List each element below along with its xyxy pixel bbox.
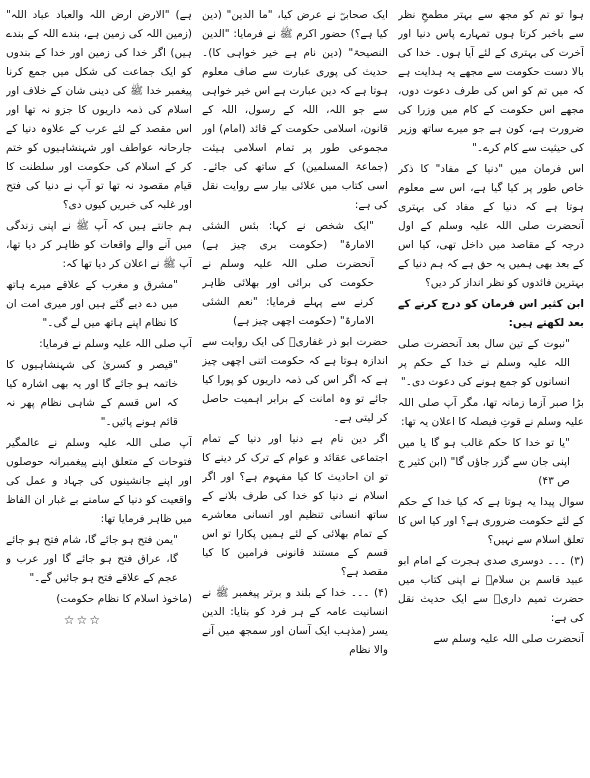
quote: "نبوت کے تین سال بعد آنحضرت صلی اللہ علیہ وسلم نے خدا کے حکم پر انسانوں کو جمع ہونے کی دعوت دی۔" — [398, 338, 570, 388]
paragraph: اس فرمان میں "دنیا کے مفاد" کا ذکر خاص طور پر کیا گیا ہے، اس سے معلوم ہوتا ہے کہ دنیا کے مفاد کی بہتری آنحضرت صلی اللہ علیہ وسلم کے اول درجہ کے مقاصد میں داخل تھی، کیا اس کے بعد بھی ہمیں یہ حق ہے کہ ہم دنیا کے بہترین فائدوں کو نظر انداز کر دیں؟ — [398, 163, 584, 289]
stars-divider: ☆☆☆ — [63, 613, 102, 627]
paragraph: ہم جانتے ہیں کہ آپ ﷺ نے اپنی زندگی میں آنے والے واقعات کو ظاہر کر دیا تھا، آپ ﷺ نے اعلان کر دیا تھا کہ: — [6, 220, 192, 270]
quote: "ایک شخص نے کہا: بئس الشئی الامارۃ" (حکومت بری چیز ہے) آنحضرت صلی اللہ علیہ وسلم نے حکومت کی برائی اور بھلائی ظاہر کرنے سے پہلے فرمایا: "نعم الشئی الامارۃ" (حکومت اچھی چیز ہے) — [202, 220, 374, 327]
paragraph: ایک صحابیؓ نے عرض کیا، "ما الدین" (دین کیا ہے؟) حضور اکرم ﷺ نے فرمایا: "الدین النصیحۃ" (دین نام ہے خیر خواہی کا)۔ حدیث کی پوری عبارت سے صاف معلوم ہوتا ہے کہ دین عبارت ہے اس خیر خواہی سے جو اللہ، اللہ کے رسول، اللہ کے قانون، اسلامی حکومت کے قائد (امام) اور مجموعی طور پر تمام اسلامی ہیئت (جماعۃ المسلمین) کے ساتھ کی جائے۔ اسی کتاب میں علائی بیار سے روایت نقل کی ہے: — [202, 9, 388, 211]
quote: "یمن فتح ہو جائے گا، شام فتح ہو جائے گا، عراق فتح ہو جائے گا اور عرب و عجم کے علاقے فتح ہو جائیں گے۔" — [6, 534, 178, 584]
paragraph: حضرت ابو ذر غفاریؓ کی ایک روایت سے اندازہ ہوتا ہے کہ حکومت اتنی اچھی چیز ہے کہ اگر اس کی ذمہ داریوں کو پورا کیا جائے تو وہ امانت کے برابر اہمیت حاصل کر لیتی ہے۔ — [202, 336, 388, 424]
text-column-middle — [202, 6, 388, 770]
paragraph: آپ صلی اللہ علیہ وسلم نے عالمگیر فتوحات کے متعلق اپنے پیغمبرانہ حوصلوں اور اپنے جانشینوں کی جہاد و عمل کی واقعیت کو دنیا کے سامنے بے غبار ان الفاظ میں ظاہر فرمایا تھا: — [6, 437, 192, 525]
paragraph: آپ صلی اللہ علیہ وسلم نے فرمایا: — [39, 338, 192, 350]
paragraph: (۳) ۔۔۔ دوسری صدی ہجرت کے امام ابو عبید قاسم بن سلامؒ نے اپنی کتاب میں حضرت تمیم داریؓ سے ایک حدیث نقل کی ہے: — [398, 555, 584, 624]
source-citation: (ماخوذ اسلام کا نظام حکومت) — [56, 593, 192, 605]
paragraph: اگر دین نام ہے دنیا اور دنیا کے تمام اجتماعی عقائد و عوام کے ترک کر دینے کا تو ان احادیث کا کیا مفہوم ہے؟ اور اگر اسلام نے دنیا کو خدا کی طرف بلانے کے ساتھ انسانی تنظیم اور انسانی معاشرے کے تمام بھلائی کے لئے ہمیں پکارا تو اس قسم کے مستند قانونی فرامین کا کیا مقصد ہے؟ — [202, 433, 388, 578]
quote: "یا تو خدا کا حکم غالب ہو گا یا میں اپنی جان سے گزر جاؤں گا" (ابن کثیر ج ص ۴۳) — [398, 437, 570, 487]
text-column-left — [6, 6, 192, 770]
paragraph: ہے) "الارض ارض اللہ والعباد عباد اللہ" (زمین اللہ کی زمین ہے، بندے اللہ کے بندے ہیں) اگر خدا کی زمین اور خدا کے بندوں کو ایک جماعت کی شکل میں جمع کرنا پیغمبر خدا ﷺ کی دینی شان کے خلاف اور اسلام کی ذمہ داریوں کا جزو نہ تھا اور اس مقصد کے لئے عرب کے علاوہ دنیا کے جارحانہ عواطف اور شہنشاہیوں کو ختم کر کے اسلام کی حکومت اور سلطنت کا قیام مقصود نہ تھا تو آپ نے دنیا کی فتح اور غلبہ کی خبریں کیوں دی؟ — [6, 9, 192, 211]
paragraph: ہوا تو تم کو مجھ سے بہتر مطمحِ نظر سے باخبر کرتا ہوں تمہارے پاس دنیا اور آخرت کی بہتری کے لئے آیا ہوں۔ خدا کی بالا دست حکومت سے مجھے یہ ہدایت ہے کہ میں تم کو اس کی طرف دعوت دوں، مجھے اس حکومت کے کام میں وزرا کی ضرورت ہے، کون ہے جو میرے ساتھ وزیر کی حیثیت سے کام کرے۔" — [398, 9, 584, 154]
paragraph: سوال پیدا یہ ہوتا ہے کہ کیا خدا کے حکم کے لئے حکومت ضروری ہے؟ اور کیا اس کا تعلق اسلام سے نہیں؟ — [398, 496, 584, 546]
paragraph: (۴) ۔۔۔ خدا کے بلند و برتر پیغمبر ﷺ نے انسانیت عامہ کے ہر فرد کو بتایا: الدین یسر (مذہب ایک آسان اور سمجھ میں آنے والا نظام — [202, 587, 388, 656]
quote: "مشرق و مغرب کے علاقے میرے ہاتھ میں دے دیے گئے ہیں اور میری امت ان کا نظام اپنے ہاتھ میں لے گی۔" — [6, 279, 178, 329]
paragraph: ابن کثیر اس فرمان کو درج کرنے کے بعد لکھتے ہیں: — [398, 298, 584, 329]
paragraph: بڑا صبر آزما زمانہ تھا، مگر آپ صلی اللہ علیہ وسلم نے قوتِ فیصلہ کا اعلان یہ تھا: — [398, 397, 584, 428]
text-column-right — [398, 6, 584, 770]
quote: "قیصر و کسریٰ کی شہنشاہیوں کا خاتمہ ہو جائے گا اور یہ بھی اشارہ کیا کہ اس قسم کے شاہی نظام پھر نہ قائم ہونے پائیں۔" — [6, 359, 178, 428]
paragraph: آنحضرت صلی اللہ علیہ وسلم سے — [433, 633, 584, 645]
